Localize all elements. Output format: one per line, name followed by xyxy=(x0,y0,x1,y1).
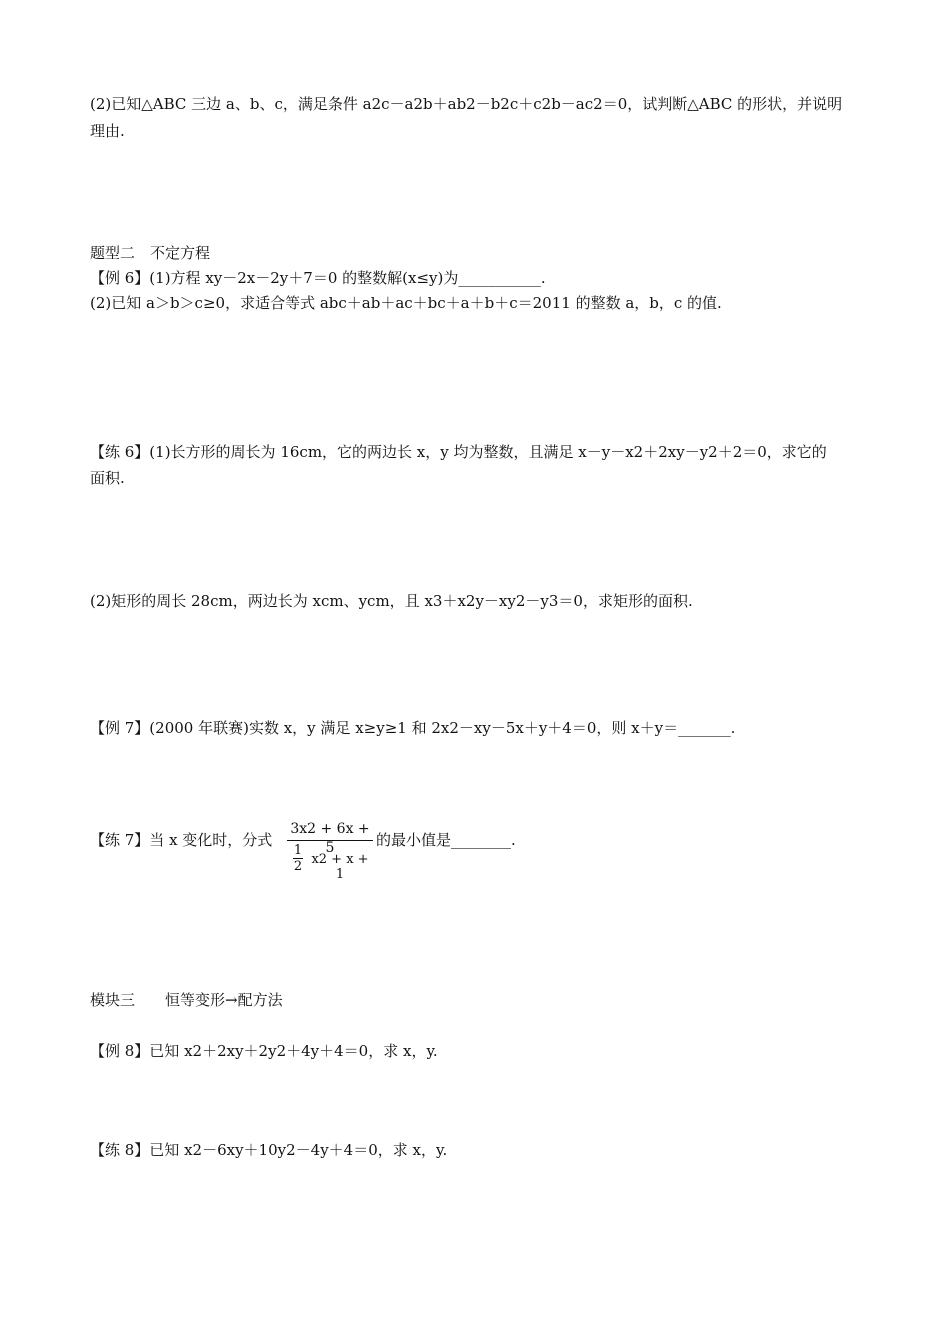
fraction-numerator: 3x2 + 6x + 5 xyxy=(290,821,370,856)
half-denominator: 2 xyxy=(293,859,303,874)
example6-part1: 【例 6】(1)方程 xy－2x－2y＋7＝0 的整数解(x≤y)为___________. xyxy=(90,269,546,287)
practice6-part1-line2: 面积. xyxy=(90,469,125,487)
practice7-suffix: 的最小值是________. xyxy=(376,831,516,849)
example7: 【例 7】(2000 年联赛)实数 x，y 满足 x≥y≥1 和 2x2－xy－5x＋y＋4＝0，则 x＋y＝_______. xyxy=(90,719,736,737)
example8: 【例 8】已知 x2＋2xy＋2y2＋4y＋4＝0，求 x，y. xyxy=(90,1042,438,1060)
practice6-part1-line1: 【练 6】(1)长方形的周长为 16cm，它的两边长 x，y 均为整数，且满足 x－y－x2＋2xy－y2＋2＝0，求它的 xyxy=(90,443,827,461)
example5-part2-line2: 理由. xyxy=(90,122,125,140)
practice8: 【练 8】已知 x2－6xy＋10y2－4y＋4＝0，求 x，y. xyxy=(90,1141,448,1159)
section-heading-type2: 题型二 不定方程 xyxy=(90,244,211,262)
half-fraction xyxy=(293,843,303,874)
practice7-prefix: 【练 7】当 x 变化时，分式 xyxy=(90,831,273,849)
half-numerator: 1 xyxy=(293,843,303,858)
section-heading-module3: 模块三 恒等变形→配方法 xyxy=(90,991,283,1009)
example6-part2: (2)已知 a＞b＞c≥0，求适合等式 abc＋ab＋ac＋bc＋a＋b＋c＝2011 的整数 a，b，c 的值. xyxy=(90,294,722,312)
example5-part2-line1: (2)已知△ABC 三边 a、b、c，满足条件 a2c－a2b＋ab2－b2c＋c2b－ac2＝0，试判断△ABC 的形状，并说明 xyxy=(90,95,843,113)
denominator-rest: x2 + x + 1 xyxy=(311,852,369,882)
practice7-fraction xyxy=(287,820,373,882)
fraction-denominator xyxy=(287,843,373,882)
practice6-part2: (2)矩形的周长 28cm，两边长为 xcm、ycm，且 x3＋x2y－xy2－y3＝0，求矩形的面积. xyxy=(90,592,693,610)
